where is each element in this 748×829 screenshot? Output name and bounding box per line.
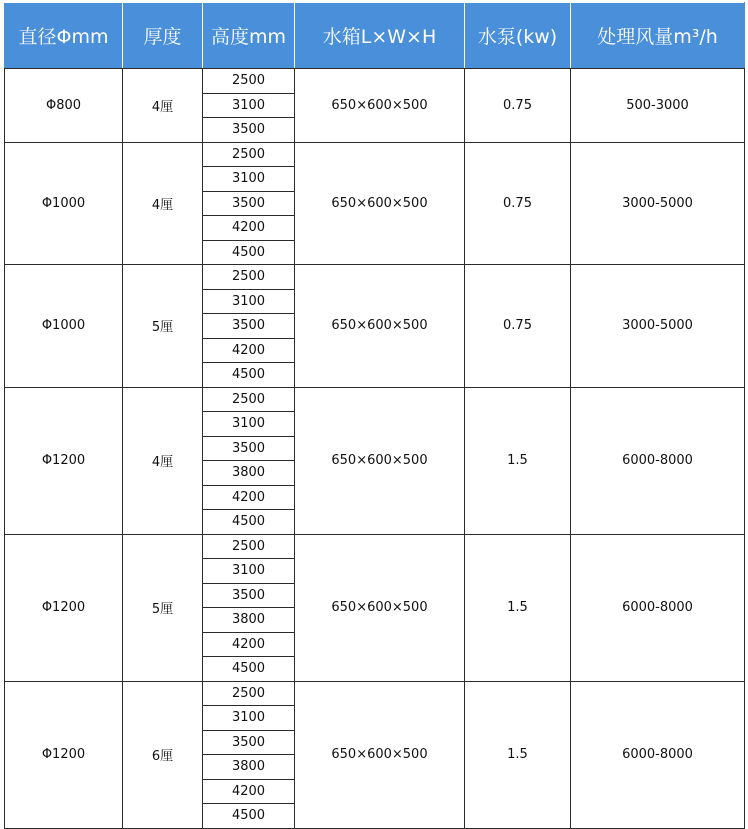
cell-diameter: Φ800 [5,69,123,143]
cell-tank: 650×600×500 [295,69,465,143]
cell-height: 3500 [203,730,295,755]
cell-tank: 650×600×500 [295,142,465,265]
cell-height: 4500 [203,240,295,265]
cell-height: 3100 [203,167,295,192]
cell-height: 3800 [203,461,295,486]
cell-height: 4500 [203,804,295,829]
table-row [5,387,745,412]
cell-height: 3100 [203,412,295,437]
cell-height: 3800 [203,755,295,780]
header-height: 高度mm [203,3,295,69]
cell-thickness: 5厘 [123,534,203,681]
cell-pump: 1.5 [465,534,571,681]
cell-height: 3500 [203,191,295,216]
header-thickness: 厚度 [123,3,203,69]
cell-airflow: 3000-5000 [571,265,745,388]
cell-height: 3500 [203,583,295,608]
cell-airflow: 500-3000 [571,69,745,143]
header-pump: 水泵(kw) [465,3,571,69]
table-row [5,69,745,94]
cell-height: 2500 [203,681,295,706]
cell-height: 3100 [203,289,295,314]
cell-height: 2500 [203,534,295,559]
table-header [5,3,745,69]
cell-tank: 650×600×500 [295,681,465,828]
cell-height: 3500 [203,436,295,461]
cell-pump: 0.75 [465,69,571,143]
cell-pump: 0.75 [465,142,571,265]
cell-height: 2500 [203,142,295,167]
cell-diameter: Φ1200 [5,387,123,534]
cell-tank: 650×600×500 [295,534,465,681]
cell-height: 4200 [203,338,295,363]
cell-pump: 1.5 [465,681,571,828]
cell-height: 4500 [203,510,295,535]
cell-height: 4200 [203,779,295,804]
cell-height: 4200 [203,632,295,657]
cell-thickness: 4厘 [123,69,203,143]
cell-height: 3100 [203,93,295,118]
table-body [5,69,745,829]
cell-diameter: Φ1200 [5,534,123,681]
table-row [5,265,745,290]
cell-pump: 1.5 [465,387,571,534]
table-row [5,142,745,167]
cell-height: 2500 [203,69,295,94]
cell-height: 4500 [203,363,295,388]
cell-thickness: 6厘 [123,681,203,828]
spec-table [4,2,745,829]
cell-tank: 650×600×500 [295,265,465,388]
cell-height: 3500 [203,118,295,143]
cell-height: 3100 [203,559,295,584]
cell-height: 2500 [203,387,295,412]
cell-height: 3100 [203,706,295,731]
cell-diameter: Φ1200 [5,681,123,828]
cell-airflow: 6000-8000 [571,534,745,681]
cell-height: 2500 [203,265,295,290]
cell-thickness: 4厘 [123,142,203,265]
table-row [5,534,745,559]
cell-diameter: Φ1000 [5,142,123,265]
cell-thickness: 5厘 [123,265,203,388]
cell-airflow: 6000-8000 [571,387,745,534]
header-row [5,3,745,69]
cell-airflow: 6000-8000 [571,681,745,828]
cell-tank: 650×600×500 [295,387,465,534]
header-diameter: 直径Φmm [5,3,123,69]
cell-diameter: Φ1000 [5,265,123,388]
cell-height: 3500 [203,314,295,339]
table-row [5,681,745,706]
header-tank: 水箱L×W×H [295,3,465,69]
cell-height: 4500 [203,657,295,682]
cell-airflow: 3000-5000 [571,142,745,265]
cell-thickness: 4厘 [123,387,203,534]
cell-height: 4200 [203,216,295,241]
cell-pump: 0.75 [465,265,571,388]
header-airflow: 处理风量m³/h [571,3,745,69]
cell-height: 4200 [203,485,295,510]
cell-height: 3800 [203,608,295,633]
